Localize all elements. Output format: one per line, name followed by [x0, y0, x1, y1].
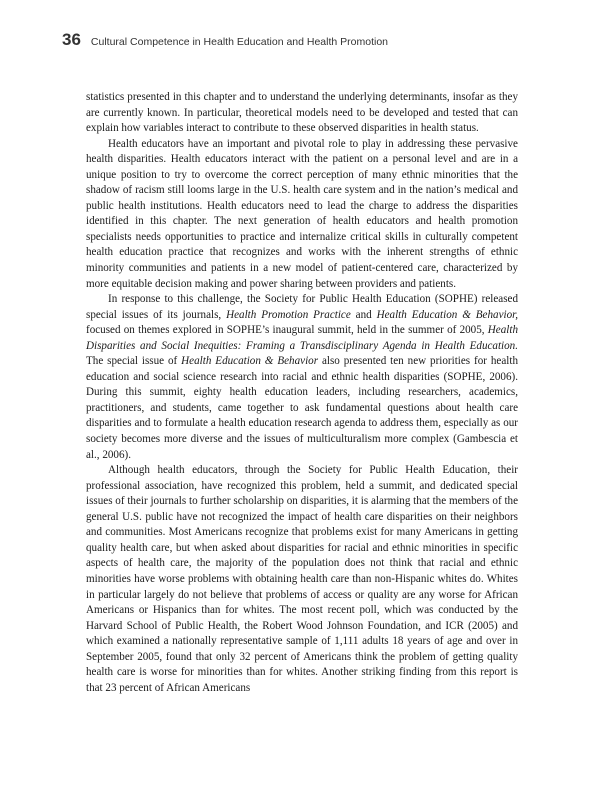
paragraph-3-text-1: In response to this challenge, the Society for Public Health Education (SOPHE) released special issues of its journals,	[86, 293, 518, 321]
journal-title-health-education-behavior-2: Health Education & Behavior	[181, 355, 319, 368]
paragraph-3-text-5: also presented ten new priorities for health education and social science research into racial and ethnic health disparities (SOPHE, 2006). During this summit, eighty health education leaders, including researchers, academics, practitioners, and students, came together to ask fundamental questions about health care disparities and to formulate a health education research agenda to address them, especially as our society becomes more diverse and the issues of multiculturalism more complex (Gambescia et al., 2006).	[86, 355, 518, 461]
paragraph-3	[86, 292, 518, 463]
paragraph-4: Although health educators, through the Society for Public Health Education, their professional association, have recognized this problem, held a summit, and dedicated special issues of their journals to further scholarship on disparities, it is alarming that the members of the general U.S. public have not recognized the impact of health care disparities on their neighbors and communities. Most Americans recognize that problems exist for many Americans in getting quality health care, but when asked about disparities for racial and ethnic minorities in specific aspects of health care, the majority of the population does not think that racial and ethnic minorities have worse problems with obtaining health care than non-Hispanic whites do. Whites in particular largely do not believe that problems of access or quality are any worse for African Americans or Hispanics than for whites. The most recent poll, which was conducted by the Harvard School of Public Health, the Robert Wood Johnson Foundation, and ICR (2005) and which examined a nationally representative sample of 1,111 adults 18 years of age and over in September 2005, found that only 32 percent of Americans think the problem of getting quality health care is worse for minorities than for whites. Another striking finding from this report is that 23 percent of African Americans	[86, 464, 518, 694]
paragraph-3-text-3: focused on themes explored in SOPHE’s inaugural summit, held in the summer of 2005,	[86, 324, 488, 337]
journal-title-health-education-behavior: Health Education & Behavior,	[376, 308, 518, 321]
page-number: 36	[62, 30, 81, 49]
paragraph-2: Health educators have an important and pivotal role to play in addressing these pervasive health disparities. Health educators interact with the patient on a personal level and are in a unique position to try to overcome the correct perception of many ethnic minorities that the shadow of racism still looms large in the U.S. health care system and in the nation’s medical and public health institutions. Health educators need to lead the charge to address the disparities identified in this chapter. The next generation of health educators and health promotion specialists needs opportunities to practice and internalize critical skills in culturally competent health education practice that recognizes and works with the inherent strengths of ethnic minority communities and patients in a new model of patient-centered care, characterized by more equitable decision making and power sharing between providers and patients.	[86, 137, 518, 290]
summit-title: Health Disparities and Social Inequities: Framing a Transdisciplinary Agenda in Health Education.	[86, 324, 518, 352]
running-head	[62, 30, 388, 50]
paragraph-1: statistics presented in this chapter and to understand the underlying determinants, insofar as they are currently known. In particular, theoretical models need to be developed and tested that can explain how variables interact to contribute to these observed disparities in health status.	[86, 91, 518, 135]
body-text	[86, 90, 518, 696]
paragraph-3-text-4: The special issue of	[86, 355, 182, 368]
book-title: Cultural Competence in Health Education and Health Promotion	[90, 36, 389, 48]
journal-title-health-promotion-practice: Health Promotion Practice	[226, 308, 351, 321]
paragraph-3-text-2: and	[350, 308, 377, 321]
